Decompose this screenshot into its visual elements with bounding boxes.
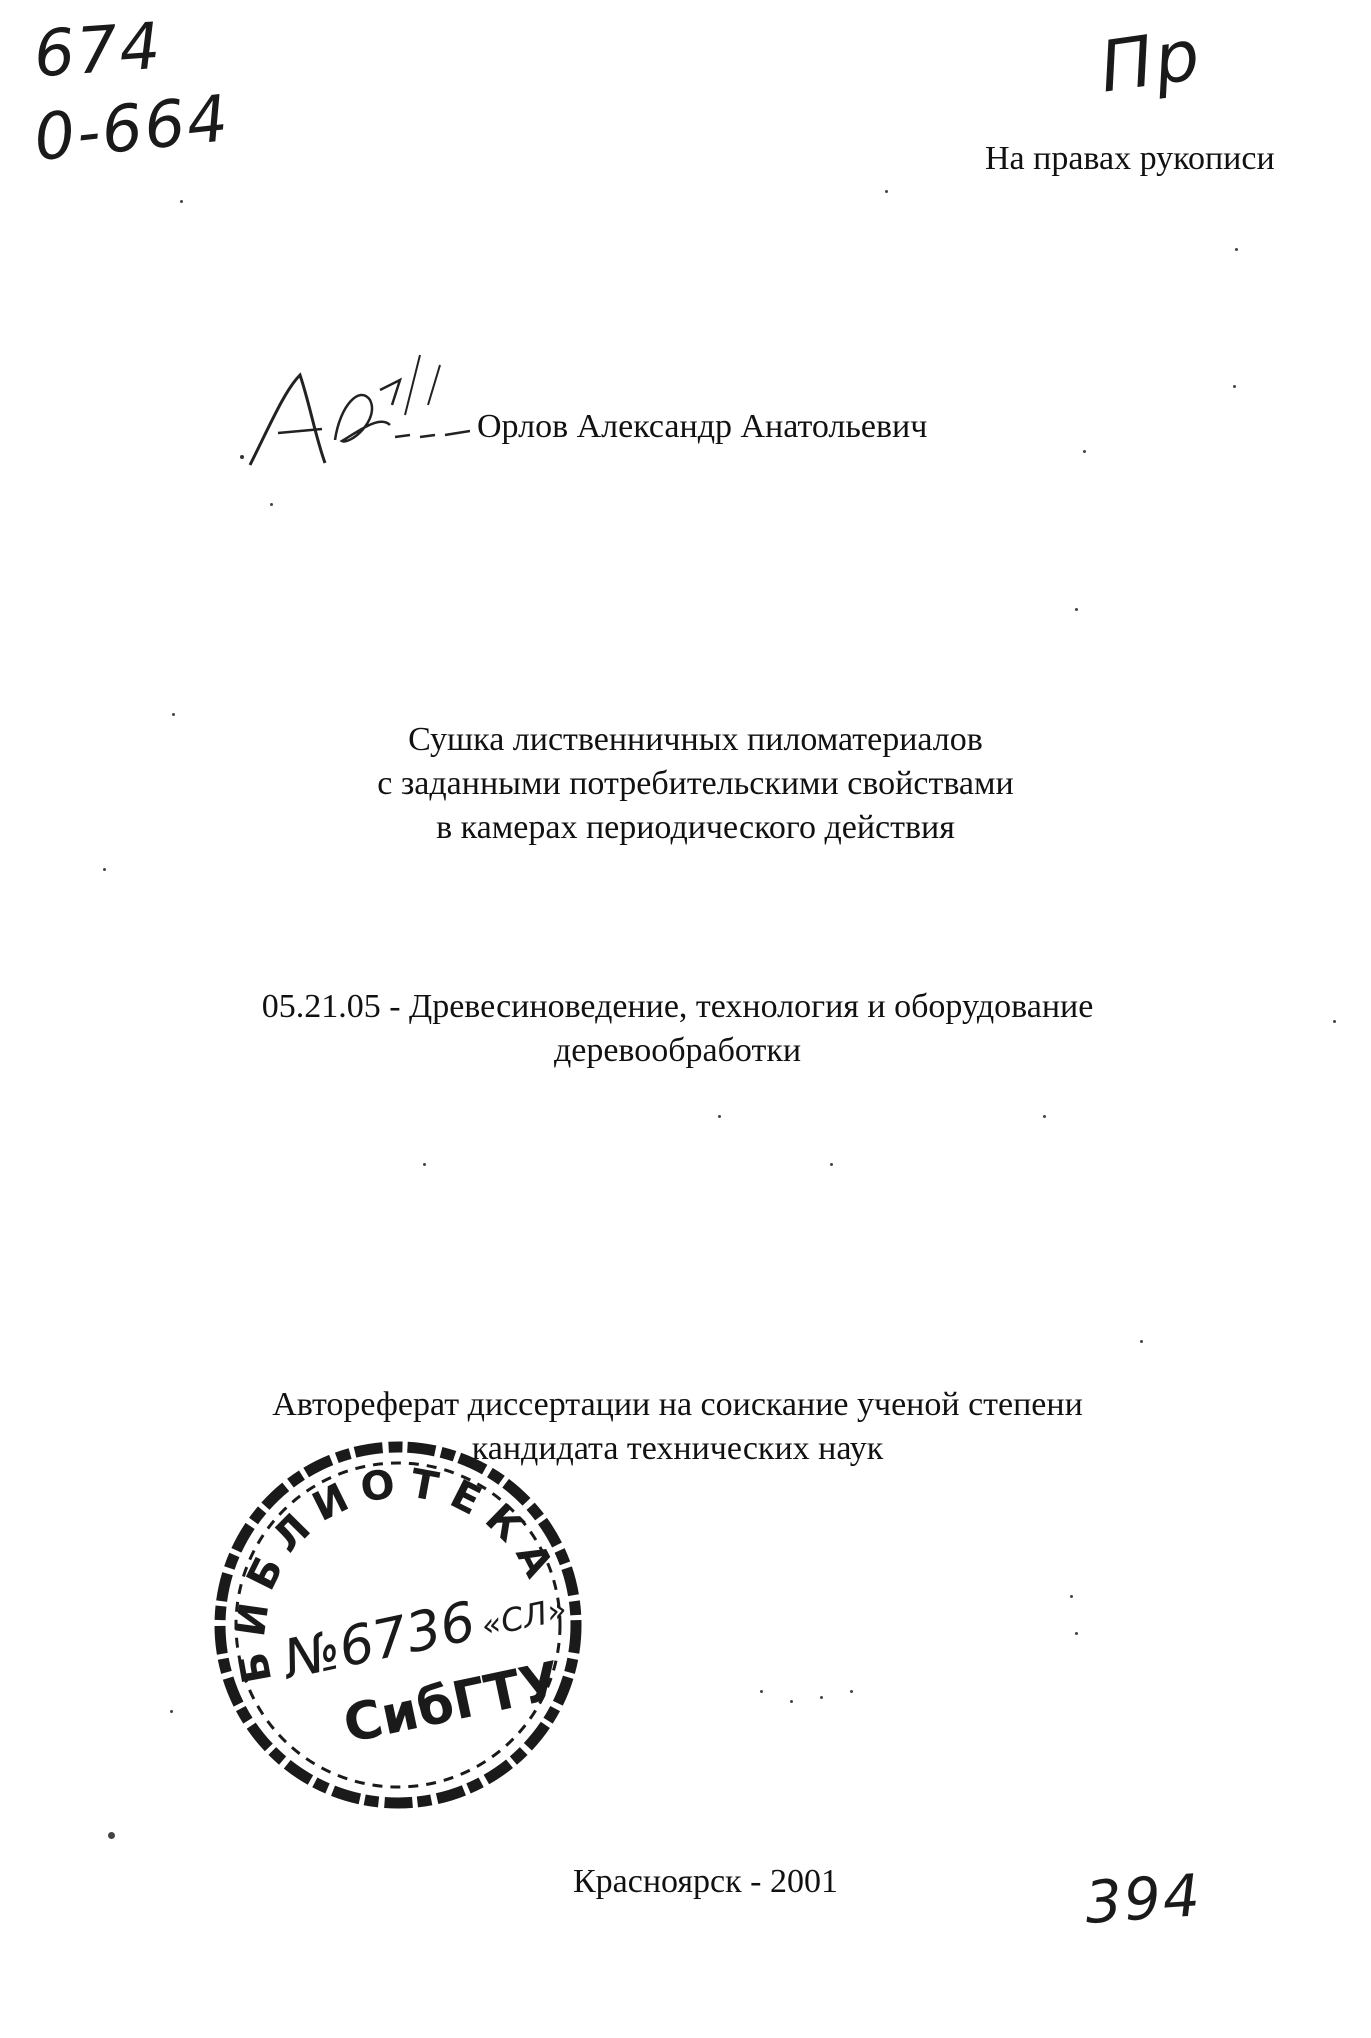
scan-speck bbox=[760, 1690, 763, 1693]
stamp-arc-text: БИБЛИОТЕКА bbox=[227, 1459, 567, 1687]
abstract-type-line-1: Автореферат диссертации на соискание ученой степени bbox=[272, 1386, 1083, 1423]
scan-speck bbox=[1075, 608, 1078, 611]
scan-speck bbox=[170, 1710, 173, 1713]
scan-speck bbox=[820, 1696, 823, 1699]
scan-speck bbox=[718, 1115, 721, 1118]
stamp-org: СибГТУ bbox=[338, 1650, 566, 1756]
specialty-line-1: 05.21.05 - Древесиноведение, технология и оборудование bbox=[261, 988, 1094, 1025]
city-year: Красноярск - 2001 bbox=[573, 1863, 838, 1900]
scan-speck bbox=[270, 503, 273, 506]
dissertation-title bbox=[10, 718, 1371, 850]
abstract-type-line-2: кандидата технических наук bbox=[471, 1430, 884, 1467]
scan-speck bbox=[108, 1832, 115, 1839]
scan-speck bbox=[830, 1163, 833, 1166]
scan-speck bbox=[885, 190, 888, 193]
specialty-line-2: деревообработки bbox=[553, 1032, 802, 1069]
stamp-number-suffix: «СЛ» bbox=[478, 1589, 570, 1645]
scan-speck bbox=[1070, 1595, 1073, 1598]
author-signature bbox=[230, 345, 470, 475]
scan-speck bbox=[1333, 1020, 1336, 1023]
scan-speck bbox=[1233, 385, 1236, 388]
title-line-2: с заданными потребительскими свойствами bbox=[377, 765, 1014, 802]
scan-speck bbox=[790, 1700, 793, 1703]
author-name: Орлов Александр Анатольевич bbox=[477, 408, 928, 445]
scan-speck bbox=[1075, 1632, 1078, 1635]
scan-speck bbox=[103, 868, 106, 871]
scan-speck bbox=[1140, 1340, 1143, 1343]
scan-speck bbox=[1043, 1115, 1046, 1118]
title-line-1: Сушка лиственничных пиломатериалов bbox=[408, 721, 983, 758]
scan-speck bbox=[172, 713, 175, 716]
specialty bbox=[0, 985, 1363, 1073]
scan-speck bbox=[1083, 450, 1086, 453]
title-line-3: в камерах периодического действия bbox=[436, 809, 955, 846]
handwritten-code-line1: 674 bbox=[31, 9, 165, 93]
stamp-number: №6736 bbox=[278, 1589, 481, 1692]
rights-notice: На правах рукописи bbox=[985, 140, 1275, 177]
handwritten-bottom-right-number: 394 bbox=[1082, 1861, 1204, 1937]
scan-speck bbox=[180, 200, 183, 203]
scan-speck bbox=[423, 1163, 426, 1166]
scan-speck bbox=[850, 1690, 853, 1693]
author-line bbox=[230, 405, 990, 475]
scan-speck bbox=[1235, 248, 1238, 251]
handwritten-code-line2: 0-664 bbox=[30, 81, 234, 177]
library-stamp bbox=[203, 1430, 593, 1820]
handwritten-top-right-mark: Пр bbox=[1094, 13, 1207, 109]
